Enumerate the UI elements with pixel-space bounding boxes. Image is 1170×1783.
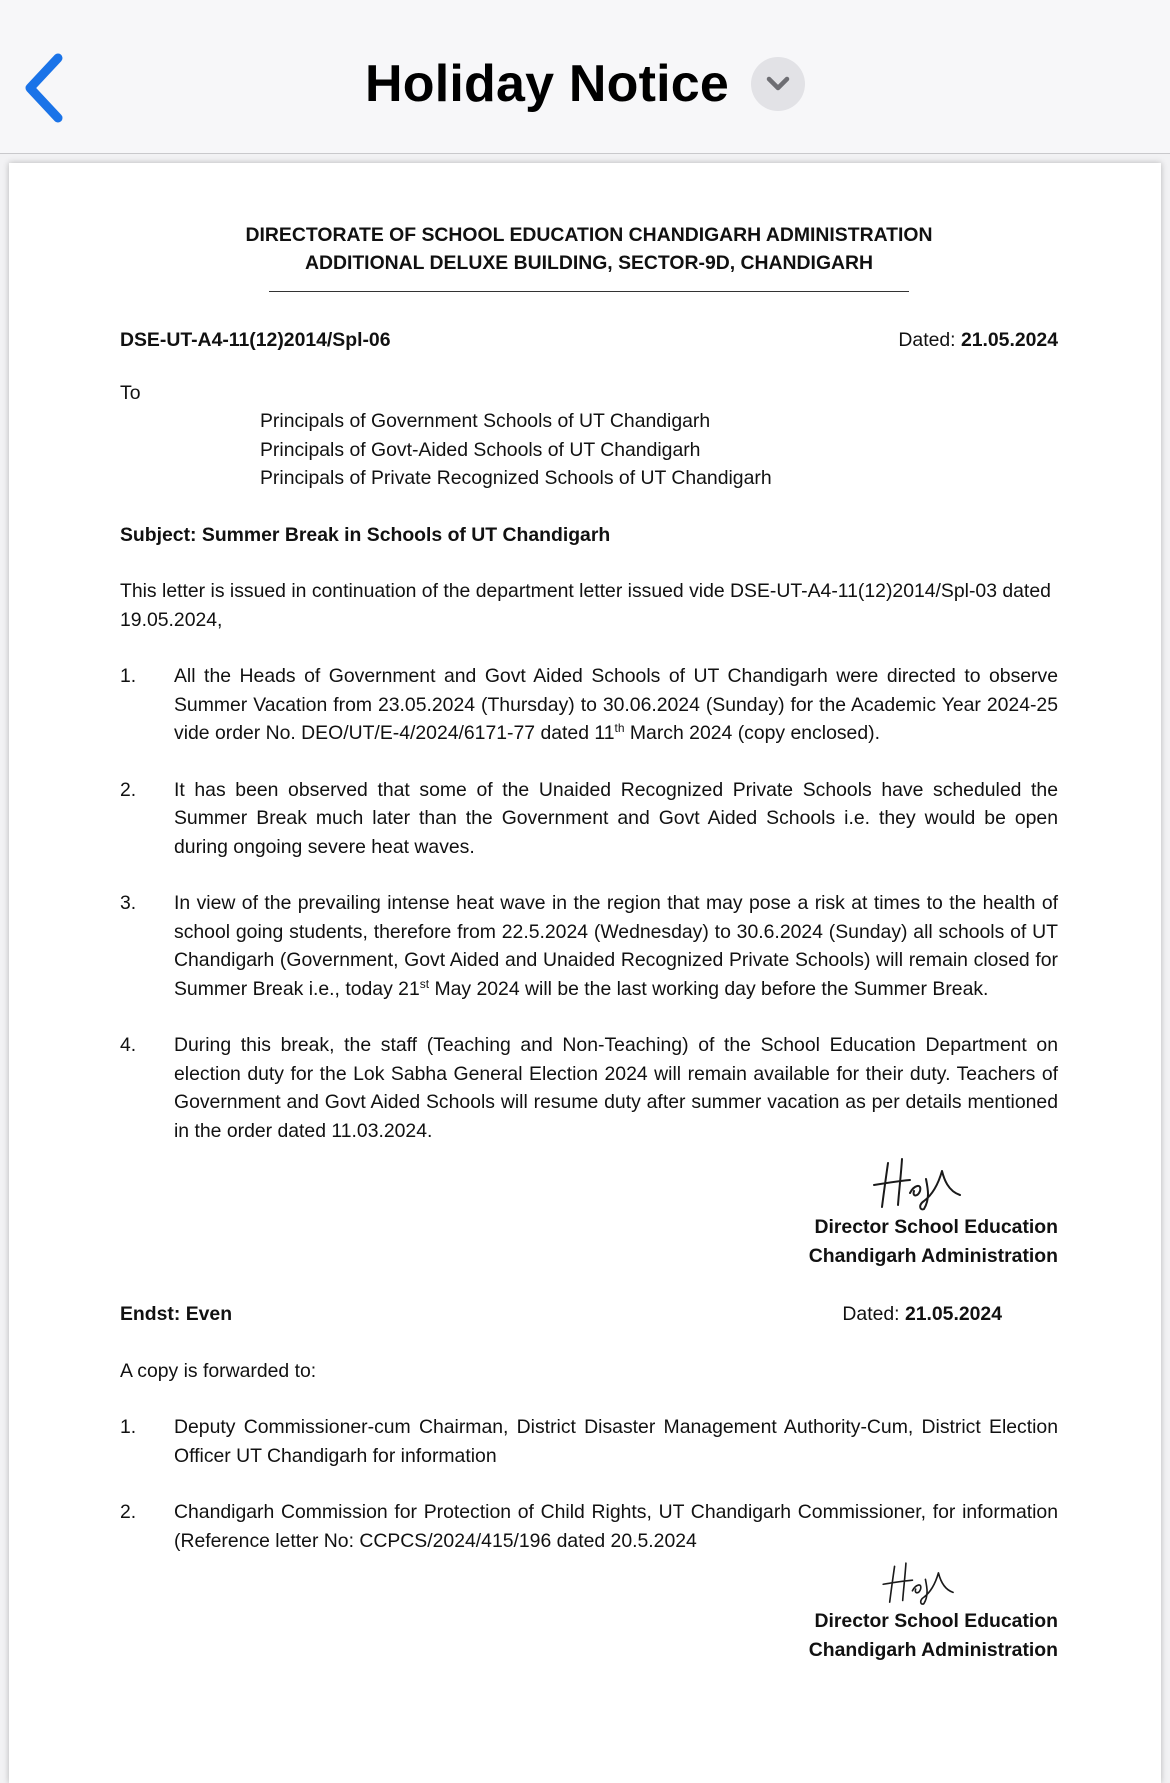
date-line [842, 1300, 1002, 1329]
intro-paragraph: This letter is issued in continuation of the department letter issued vide DSE-UT-A4-11(12)2014/Spl-03 dated 19.05.2024, [120, 580, 1051, 631]
recipient-list [260, 407, 1058, 493]
item-text-rest: March 2024 (copy enclosed). [624, 722, 880, 744]
letterhead [120, 221, 1058, 277]
item-text-main: In view of the prevailing intense heat wave in the region that may pose a risk at times to the health of school going students, therefore from 22.5.2024 (Wednesday) to 30.6.2024 (Sunday) all schools of UT Chandigarh (Government, Govt Aided and Unaided Recognized Private Schools) will remain closed for Summer Break i.e., today 21 [174, 892, 1058, 1000]
item-number: 2. [120, 778, 137, 801]
item-number: 2. [120, 1501, 137, 1523]
item-text [174, 889, 1058, 1003]
item-number: 1. [120, 1416, 137, 1438]
list-item [120, 662, 1058, 748]
item-text-main: During this break, the staff (Teaching and Non-Teaching) of the School Education Department on election duty for the Lok Sabha General Election 2024 will remain available for their duty. Teachers of Government and Govt Aided Schools will resume duty after summer vacation as per details mentioned in the order dated 11.03.2024. [174, 1034, 1058, 1142]
list-item [120, 1031, 1058, 1145]
recipient-item: Principals of Private Recognized Schools of UT Chandigarh [260, 467, 772, 489]
recipient-item: Principals of Govt-Aided Schools of UT Chandigarh [260, 438, 701, 461]
ordinal-suffix: st [419, 976, 430, 991]
recipient-item: Principals of Government Schools of UT Chandigarh [260, 410, 711, 432]
document-page [9, 163, 1161, 1783]
item-number: 4. [120, 1034, 137, 1056]
dated-label: Dated: [898, 329, 961, 351]
item-text-rest: May 2024 will be the last working day before the Summer Break. [429, 977, 989, 1000]
signature-block [120, 1149, 1058, 1270]
to-label: To [120, 381, 141, 404]
item-text: Chandigarh Commission for Protection of Child Rights, UT Chandigarh Commissioner, for information (Reference letter No: CCPCS/2024/415/196 dated 20.5.2024 [174, 1501, 1058, 1552]
forward-intro: A copy is forwarded to: [120, 1359, 317, 1382]
subject-line: Subject: Summer Break in Schools of UT Chandigarh [120, 523, 611, 546]
numbered-points [120, 662, 1058, 1145]
signatory-title: Director School Education [814, 1216, 1058, 1238]
dated-label: Dated: [842, 1303, 905, 1325]
nav-title-group [0, 54, 1170, 114]
endorsement-label: Endst: Even [120, 1303, 233, 1325]
list-item [120, 889, 1058, 1003]
header-divider [269, 291, 909, 292]
list-item [120, 776, 1058, 862]
nav-bar [0, 0, 1170, 154]
ordinal-suffix: th [614, 721, 625, 735]
item-text-main: All the Heads of Government and Govt Aided Schools of UT Chandigarh were directed to observe Summer Vacation from 23.05.2024 (Thursday) to 30.06.2024 (Sunday) for the Academic Year 2024-25 vide order No. DEO/UT/E-4/2024/6171-77 dated 11 [174, 665, 1058, 744]
item-text-main: It has been observed that some of the Unaided Recognized Private Schools have scheduled the Summer Break much later than the Government and Govt Aided Schools i.e. they would be open during ongoing severe heat waves. [174, 778, 1058, 858]
list-item [120, 1498, 1058, 1555]
item-text [174, 1031, 1058, 1145]
signatory-title: Director School Education [814, 1610, 1058, 1632]
dated-value: 21.05.2024 [960, 329, 1058, 351]
signature-mark [868, 1149, 978, 1213]
signature-mark [868, 1555, 978, 1607]
item-text [174, 776, 1058, 862]
letterhead-line-1: DIRECTORATE OF SCHOOL EDUCATION CHANDIGARH ADMINISTRATION [245, 224, 933, 246]
title-menu-button[interactable] [751, 57, 805, 111]
endorsement-row [120, 1300, 1058, 1329]
signatory-office: Chandigarh Administration [808, 1244, 1058, 1267]
chevron-down-icon [765, 75, 791, 93]
signatory-office: Chandigarh Administration [808, 1638, 1058, 1661]
reference-number: DSE-UT-A4-11(12)2014/Spl-06 [120, 329, 391, 351]
item-number: 3. [120, 892, 137, 914]
page-title: Holiday Notice [365, 55, 729, 113]
signature-block [120, 1555, 1058, 1664]
notice-document [120, 221, 1058, 1664]
letterhead-line-2: ADDITIONAL DELUXE BUILDING, SECTOR-9D, CHANDIGARH [304, 252, 874, 274]
reference-row [120, 326, 1058, 355]
forward-list [120, 1413, 1058, 1555]
item-text [174, 662, 1058, 748]
item-number: 1. [120, 665, 137, 687]
item-text: Deputy Commissioner-cum Chairman, District Disaster Management Authority-Cum, District Election Officer UT Chandigarh for information [174, 1416, 1058, 1467]
list-item [120, 1413, 1058, 1470]
dated-value: 21.05.2024 [904, 1303, 1002, 1325]
date-line [898, 326, 1058, 355]
